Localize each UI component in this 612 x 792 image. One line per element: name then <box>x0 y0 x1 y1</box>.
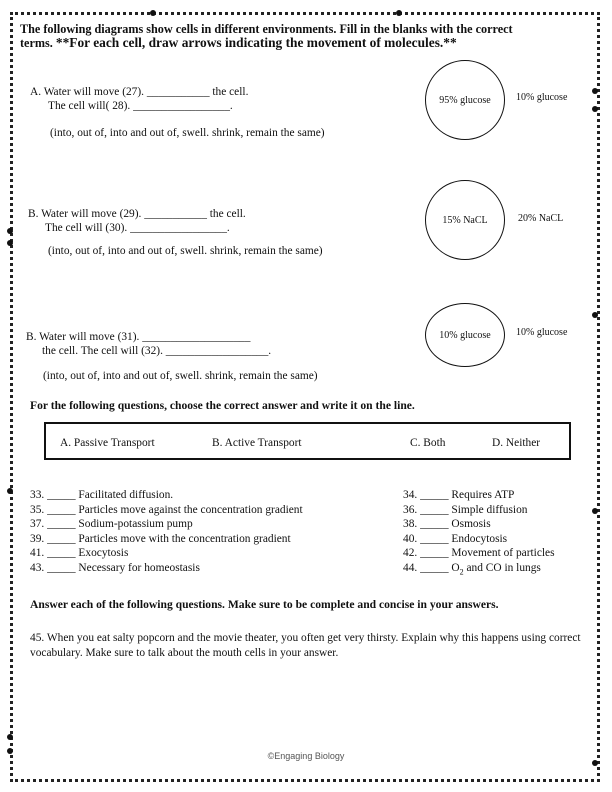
cell-c-inside: 10% glucose <box>439 329 491 341</box>
cell-b <box>425 180 505 260</box>
mc-right-column <box>403 488 555 575</box>
cell-a-inside: 95% glucose <box>439 94 491 106</box>
question-40: 40. _____ Endocytosis <box>403 532 508 545</box>
border-dot <box>592 312 598 318</box>
instructions-emphasis: **For each cell, draw arrows indicating the movement of molecules.** <box>55 35 457 50</box>
question-27: A. Water will move (27). ___________ the cell. <box>30 86 249 98</box>
border-dot <box>7 240 13 246</box>
border-dot <box>592 88 598 94</box>
choice-c: C. Both <box>410 437 446 449</box>
options-b: (into, out of, into and out of, swell. shrink, remain the same) <box>48 245 323 257</box>
footer-credit: ©Engaging Biology <box>267 751 345 761</box>
options-a: (into, out of, into and out of, swell. shrink, remain the same) <box>50 127 325 139</box>
choice-box <box>44 422 571 460</box>
question-34: 34. _____ Requires ATP <box>403 489 515 501</box>
environment-a: 10% glucose <box>516 92 568 103</box>
border-dot <box>7 488 13 494</box>
question-45: 45. When you eat salty popcorn and the movie theater, you often get very thirsty. Explain why this happens using correct vocabulary. Make sure to talk about the mouth cells in your answer. <box>30 632 581 659</box>
instructions-line2 <box>20 36 590 50</box>
instructions-line2-start: terms. <box>20 36 56 50</box>
question-41: 41. _____ Exocytosis <box>30 547 129 559</box>
cell-a <box>425 60 505 140</box>
question-44-subscript: 2 <box>459 566 464 576</box>
cell-b-inside: 15% NaCL <box>442 214 488 226</box>
instructions <box>20 22 590 50</box>
border-dot <box>592 508 598 514</box>
question-35: 35. _____ Particles move against the concentration gradient <box>30 503 303 516</box>
choice-b: B. Active Transport <box>212 437 302 449</box>
answer-heading: Answer each of the following questions. Make sure to be complete and concise in your answers. <box>30 598 499 611</box>
border-dot <box>7 734 13 740</box>
question-37: 37. _____ Sodium-potassium pump <box>30 518 193 530</box>
question-30: The cell will (30). _________________. <box>45 222 230 234</box>
instructions-line1: The following diagrams show cells in different environments. Fill in the blanks with the correct <box>20 22 513 36</box>
question-44-prefix: 44. _____ O <box>403 561 460 574</box>
question-39: 39. _____ Particles move with the concentration gradient <box>30 532 291 545</box>
choice-heading: For the following questions, choose the correct answer and write it on the line. <box>30 399 415 412</box>
environment-b: 20% NaCL <box>518 213 564 224</box>
choice-a: A. Passive Transport <box>60 437 155 449</box>
cell-c <box>425 303 505 367</box>
mc-left-column <box>30 488 303 575</box>
question-44-suffix: and CO in lungs <box>463 561 541 574</box>
question-28: The cell will( 28). _________________. <box>48 100 233 112</box>
border-dot <box>150 10 156 16</box>
question-32: the cell. The cell will (32). __________________. <box>42 345 272 357</box>
options-c: (into, out of, into and out of, swell. shrink, remain the same) <box>43 370 318 382</box>
question-43: 43. _____ Necessary for homeostasis <box>30 561 200 574</box>
border-dot <box>396 10 402 16</box>
question-29: B. Water will move (29). ___________ the cell. <box>28 208 246 220</box>
environment-c: 10% glucose <box>516 327 568 338</box>
border-dot <box>7 228 13 234</box>
question-33: 33. _____ Facilitated diffusion. <box>30 489 174 501</box>
question-36: 36. _____ Simple diffusion <box>403 503 528 516</box>
question-31: B. Water will move (31). ___________________ <box>26 331 251 343</box>
border-dot <box>592 106 598 112</box>
question-38: 38. _____ Osmosis <box>403 518 491 530</box>
question-44 <box>403 561 555 576</box>
choice-d: D. Neither <box>492 437 541 449</box>
question-42: 42. _____ Movement of particles <box>403 547 555 559</box>
